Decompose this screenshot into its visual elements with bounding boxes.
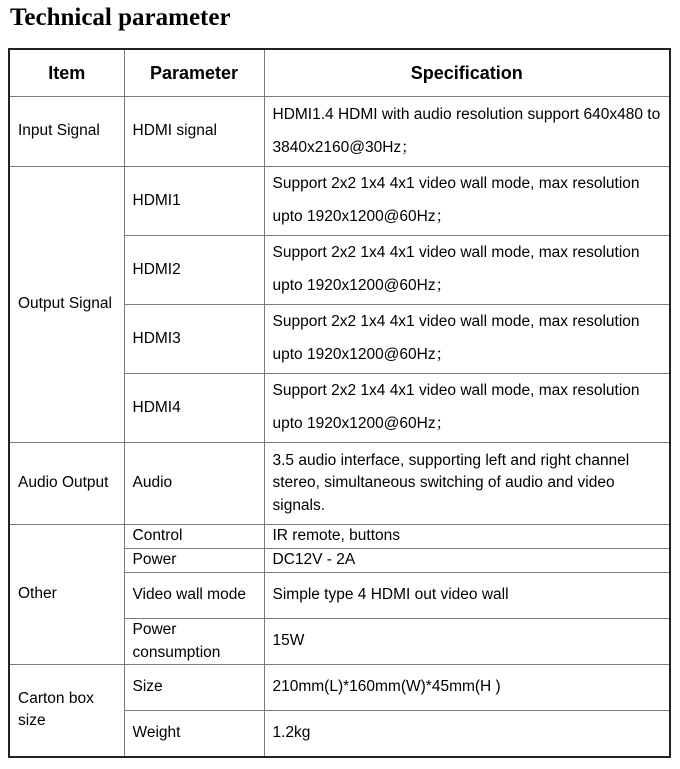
table-row: [9, 443, 670, 525]
param-hdmi3: HDMI3: [124, 305, 264, 374]
spec-hdmi1: Support 2x2 1x4 4x1 video wall mode, max resolution upto 1920x1200@60Hz；: [264, 167, 670, 236]
param-weight: Weight: [124, 711, 264, 757]
spec-hdmi4: Support 2x2 1x4 4x1 video wall mode, max resolution upto 1920x1200@60Hz；: [264, 374, 670, 443]
table-row: [9, 167, 670, 236]
item-audio-output: Audio Output: [9, 443, 124, 525]
table-row: [9, 665, 670, 711]
param-audio: Audio: [124, 443, 264, 525]
spec-power-consumption: 15W: [264, 619, 670, 665]
header-specification: Specification: [264, 49, 670, 97]
spec-weight: 1.2kg: [264, 711, 670, 757]
header-parameter: Parameter: [124, 49, 264, 97]
page-title: Technical parameter: [10, 4, 231, 31]
spec-table: [8, 48, 671, 758]
spec-audio: 3.5 audio interface, supporting left and right channel stereo, simultaneous switching of audio and video signals.: [264, 443, 670, 525]
spec-size: 210mm(L)*160mm(W)*45mm(H ): [264, 665, 670, 711]
header-row: [9, 49, 670, 97]
item-other: Other: [9, 525, 124, 665]
param-hdmi-signal: HDMI signal: [124, 97, 264, 167]
header-item: Item: [9, 49, 124, 97]
spec-hdmi2: Support 2x2 1x4 4x1 video wall mode, max resolution upto 1920x1200@60Hz；: [264, 236, 670, 305]
spec-video-wall-mode: Simple type 4 HDMI out video wall: [264, 573, 670, 619]
spec-hdmi-signal: HDMI1.4 HDMI with audio resolution support 640x480 to 3840x2160@30Hz；: [264, 97, 670, 167]
param-video-wall-mode: Video wall mode: [124, 573, 264, 619]
param-control: Control: [124, 525, 264, 549]
spec-control: IR remote, buttons: [264, 525, 670, 549]
item-output-signal: Output Signal: [9, 167, 124, 443]
table-row: [9, 97, 670, 167]
param-hdmi2: HDMI2: [124, 236, 264, 305]
item-input-signal: Input Signal: [9, 97, 124, 167]
param-size: Size: [124, 665, 264, 711]
param-hdmi1: HDMI1: [124, 167, 264, 236]
param-power-consumption: Power consumption: [124, 619, 264, 665]
spec-power: DC12V - 2A: [264, 549, 670, 573]
param-power: Power: [124, 549, 264, 573]
item-carton-box-size: Carton box size: [9, 665, 124, 757]
table-row: [9, 525, 670, 549]
spec-hdmi3: Support 2x2 1x4 4x1 video wall mode, max resolution upto 1920x1200@60Hz；: [264, 305, 670, 374]
param-hdmi4: HDMI4: [124, 374, 264, 443]
